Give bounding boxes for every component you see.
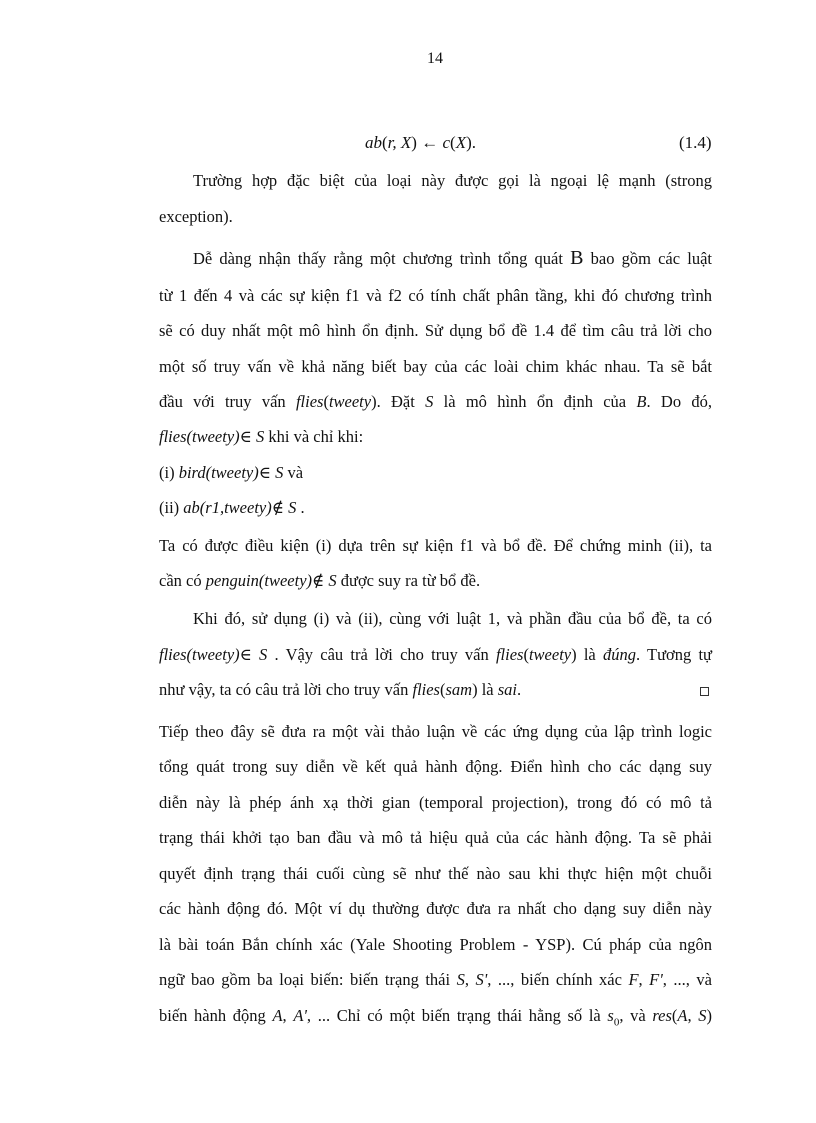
p4-line2: flies(tweety)∈ S . Vậy câu trả lời cho truy vấn flies(tweety) là đúng. Tương tự bbox=[159, 645, 712, 664]
p5-line3: diễn này là phép ánh xạ thời gian (temporal projection), trong đó có mô tả bbox=[159, 793, 712, 812]
p5-line8: ngữ bao gồm ba loại biến: biến trạng thái S, S', ..., biến chính xác F, F', ..., và bbox=[159, 970, 713, 989]
equation-number: (1.4) bbox=[679, 133, 712, 152]
p3-line1: Ta có được điều kiện (i) dựa trên sự kiện f1 và bổ đề. Để chứng minh (ii), ta bbox=[159, 536, 712, 555]
end-of-proof-square-icon bbox=[700, 687, 709, 696]
p1-line2: exception). bbox=[159, 207, 233, 226]
p5-line1: Tiếp theo đây sẽ đưa ra một vài thảo luận về các ứng dụng của lập trình logic bbox=[159, 722, 712, 741]
p2-line6: flies(tweety)∈ S khi và chỉ khi: bbox=[159, 427, 364, 446]
p2-line3: sẽ có duy nhất một mô hình ổn định. Sử dụng bổ đề 1.4 để tìm câu trả lời cho bbox=[159, 321, 712, 340]
eq-arrow: ← bbox=[416, 133, 443, 152]
eq-rhs-close: ). bbox=[466, 133, 476, 152]
condition-ii: (ii) ab(r1,tweety)∉ S . bbox=[159, 498, 305, 517]
eq-rhs-name: c bbox=[442, 133, 451, 152]
p2-line4: một số truy vấn về khả năng biết bay của các loài chim khác nhau. Ta sẽ bắt bbox=[159, 357, 712, 376]
p4-line1: Khi đó, sử dụng (i) và (ii), cùng với luật 1, và phần đầu của bổ đề, ta có bbox=[193, 609, 712, 628]
page-number: 14 bbox=[427, 50, 443, 67]
p5-line2: tổng quát trong suy diễn về kết quả hành động. Điển hình cho các dạng suy bbox=[159, 757, 712, 776]
eq-rhs-open: ( bbox=[450, 133, 456, 152]
p5-line4: trạng thái khởi tạo ban đầu và mô tả hiệu quả của các hành động. Ta sẽ phải bbox=[159, 828, 712, 847]
p4-line3: như vậy, ta có câu trả lời cho truy vấn flies(sam) là sai. bbox=[159, 680, 522, 699]
equation bbox=[365, 133, 476, 153]
p3-line2: cần có penguin(tweety)∉ S được suy ra từ bổ đề. bbox=[159, 571, 481, 590]
p5-line7: là bài toán Bắn chính xác (Yale Shooting Problem - YSP). Cú pháp của ngôn bbox=[159, 935, 712, 954]
p1-line1: Trường hợp đặc biệt của loại này được gọi là ngoại lệ mạnh (strong bbox=[193, 171, 712, 190]
p5-line5: quyết định trạng thái cuối cùng sẽ như thế nào sau khi thực hiện một chuỗi bbox=[159, 864, 712, 883]
p2-line5: đầu với truy vấn flies(tweety). Đặt S là mô hình ổn định của B. Do đó, bbox=[159, 392, 713, 411]
eq-rhs-arg: X bbox=[455, 133, 467, 152]
p2-line1: Dễ dàng nhận thấy rằng một chương trình tổng quát B bao gồm các luật bbox=[193, 247, 712, 269]
p5-line6: các hành động đó. Một ví dụ thường được đưa ra nhất cho dạng suy diễn này bbox=[159, 899, 712, 918]
p5-line9: biến hành động A, A', ... Chỉ có một biến trạng thái hằng số là $s_0$, và res(A, S) bbox=[159, 1006, 713, 1029]
eq-paren-open: ( bbox=[382, 133, 388, 152]
eq-ab: ab bbox=[365, 133, 382, 152]
eq-paren-close: ) bbox=[411, 133, 417, 152]
condition-i: (i) bird(tweety)∈ S và bbox=[159, 463, 304, 482]
eq-args: r, X bbox=[387, 133, 412, 152]
p2-line2: từ 1 đến 4 và các sự kiện f1 và f2 có tính chất phân tầng, khi đó chương trình bbox=[159, 286, 712, 305]
